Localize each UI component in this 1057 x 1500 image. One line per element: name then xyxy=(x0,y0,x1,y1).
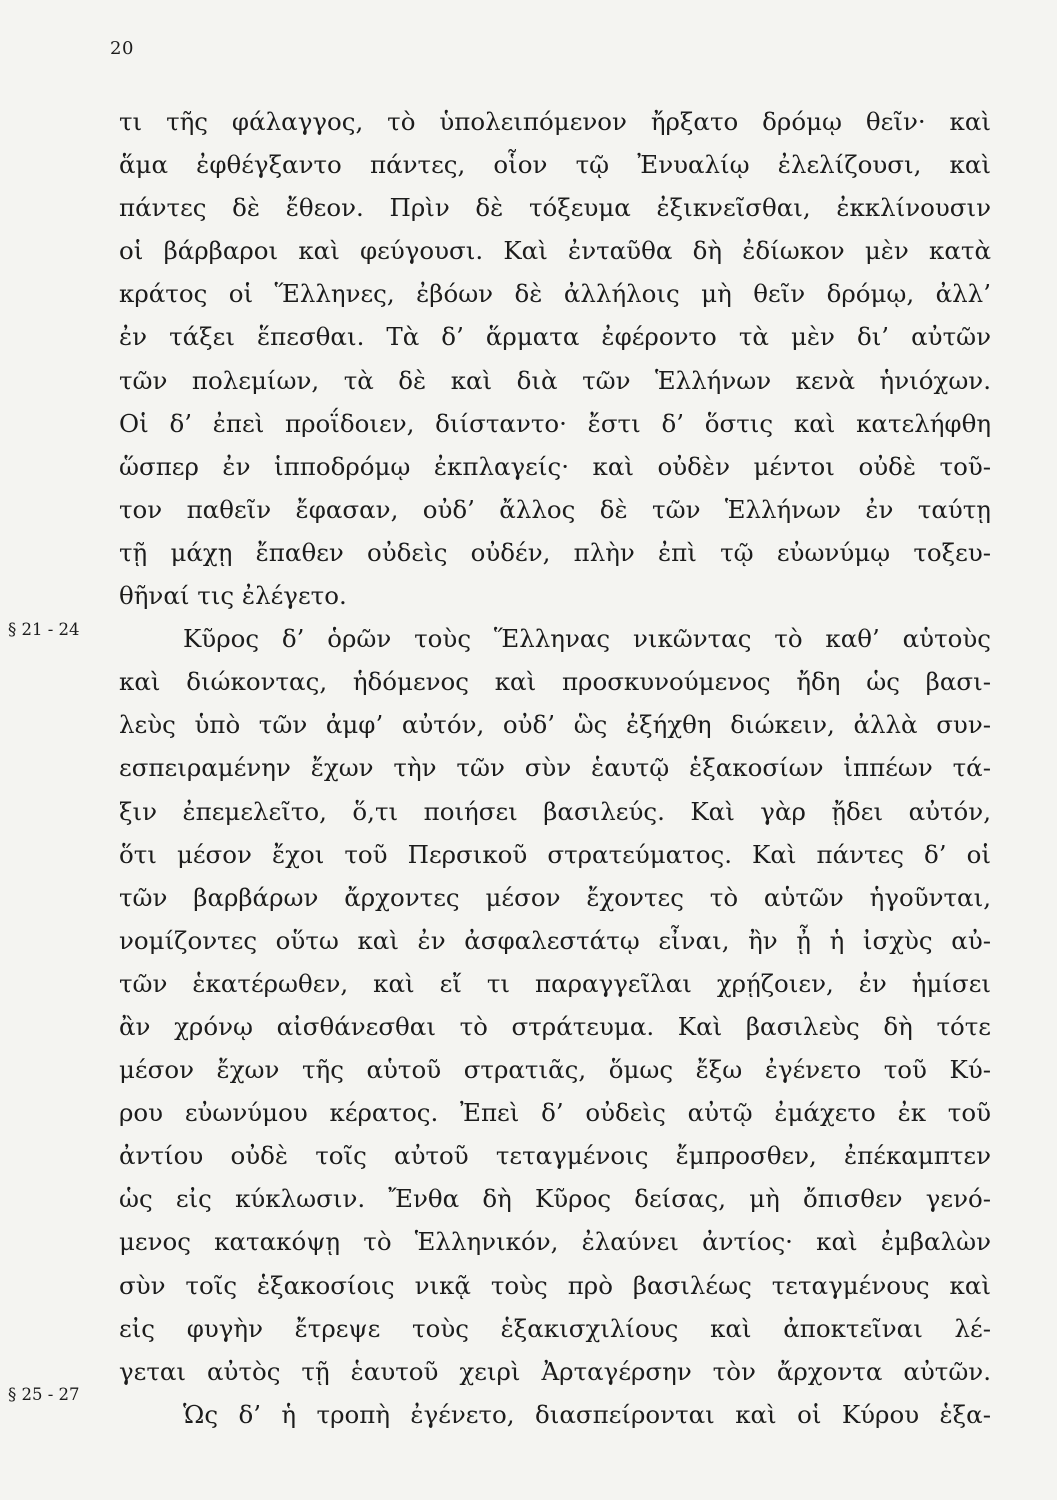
text-line: μενος κατακόψῃ τὸ Ἑλληνικόν, ἐλαύνει ἀντίος· καὶ ἐμβαλὼν xyxy=(119,1227,991,1257)
text-line: τῇ μάχῃ ἔπαθεν οὐδεὶς οὐδέν, πλὴν ἐπὶ τῷ εὐωνύμῳ τοξευ- xyxy=(119,537,991,567)
text-line: νομίζοντες οὕτω καὶ ἐν ἀσφαλεστάτῳ εἶναι, ἢν ᾖ ἡ ἰσχὺς αὐ- xyxy=(119,925,991,955)
text-line: τῶν πολεμίων, τὰ δὲ καὶ διὰ τῶν Ἑλλήνων κενὰ ἡνιόχων. xyxy=(119,365,991,395)
text-line: τον παθεῖν ἔφασαν, οὐδ’ ἄλλος δὲ τῶν Ἑλλήνων ἐν ταύτῃ xyxy=(119,494,991,524)
text-body xyxy=(119,100,991,1436)
text-line: ἂν χρόνῳ αἰσθάνεσθαι τὸ στράτευμα. Καὶ βασιλεὺς δὴ τότε xyxy=(119,1011,991,1041)
text-line: λεὺς ὑπὸ τῶν ἀμφ’ αὐτόν, οὐδ’ ὣς ἐξήχθη διώκειν, ἀλλὰ συν- xyxy=(119,710,991,740)
text-line: ὅτι μέσον ἔχοι τοῦ Περσικοῦ στρατεύματος. Καὶ πάντες δ’ οἱ xyxy=(119,839,991,869)
text-line: ἐν τάξει ἕπεσθαι. Τὰ δ’ ἅρματα ἐφέροντο τὰ μὲν δι’ αὐτῶν xyxy=(119,322,991,352)
text-line: ρου εὐωνύμου κέρατος. Ἐπεὶ δ’ οὐδεὶς αὐτῷ ἐμάχετο ἐκ τοῦ xyxy=(119,1098,991,1128)
text-line: θῆναί τις ἐλέγετο. xyxy=(119,581,347,611)
text-line: Οἱ δ’ ἐπεὶ προΐδοιεν, διίσταντο· ἔστι δ’ ὅστις καὶ κατελήφθη xyxy=(119,408,991,438)
text-line: πάντες δὲ ἔθεον. Πρὶν δὲ τόξευμα ἐξικνεῖσθαι, ἐκκλίνουσιν xyxy=(119,193,991,223)
margin-ref-section-21-24: § 21 - 24 xyxy=(8,620,80,639)
text-line: τῶν ἑκατέρωθεν, καὶ εἴ τι παραγγεῖλαι χρῄζοιεν, ἐν ἡμίσει xyxy=(119,968,991,998)
text-line: ὥσπερ ἐν ἱπποδρόμῳ ἐκπλαγείς· καὶ οὐδὲν μέντοι οὐδὲ τοῦ- xyxy=(119,451,991,481)
margin-ref-section-25-27: § 25 - 27 xyxy=(8,1385,80,1404)
text-line: μέσον ἔχων τῆς αὑτοῦ στρατιᾶς, ὅμως ἔξω ἐγένετο τοῦ Κύ- xyxy=(119,1055,991,1085)
text-line: ἅμα ἐφθέγξαντο πάντες, οἷον τῷ Ἐνυαλίῳ ἐλελίζουσι, καὶ xyxy=(119,150,991,180)
text-line: γεται αὐτὸς τῇ ἑαυτοῦ χειρὶ Ἀρταγέρσην τὸν ἄρχοντα αὐτῶν. xyxy=(119,1356,991,1386)
text-line: ξιν ἐπεμελεῖτο, ὅ,τι ποιήσει βασιλεύς. Καὶ γὰρ ᾔδει αὐτόν, xyxy=(119,796,991,826)
text-line-paragraph-start: Κῦρος δ’ ὁρῶν τοὺς Ἕλληνας νικῶντας τὸ καθ’ αὑτοὺς xyxy=(183,624,991,654)
page-number: 20 xyxy=(110,38,134,59)
text-line: κράτος οἱ Ἕλληνες, ἐβόων δὲ ἀλλήλοις μὴ θεῖν δρόμῳ, ἀλλ’ xyxy=(119,279,991,309)
text-line: τι τῆς φάλαγγος, τὸ ὑπολειπόμενον ἤρξατο δρόμῳ θεῖν· καὶ xyxy=(119,107,991,136)
text-line: καὶ διώκοντας, ἡδόμενος καὶ προσκυνούμενος ἤδη ὡς βασι- xyxy=(119,667,991,697)
text-line: τῶν βαρβάρων ἄρχοντες μέσον ἔχοντες τὸ αὑτῶν ἡγοῦνται, xyxy=(119,882,991,912)
text-line: εσπειραμένην ἔχων τὴν τῶν σὺν ἑαυτῷ ἑξακοσίων ἱππέων τά- xyxy=(119,753,991,783)
text-line-paragraph-start: Ὡς δ’ ἡ τροπὴ ἐγένετο, διασπείρονται καὶ οἱ Κύρου ἑξα- xyxy=(183,1399,991,1429)
text-line: οἱ βάρβαροι καὶ φεύγουσι. Καὶ ἐνταῦθα δὴ ἐδίωκον μὲν κατὰ xyxy=(119,236,991,266)
text-line: ἀντίου οὐδὲ τοῖς αὐτοῦ τεταγμένοις ἔμπροσθεν, ἐπέκαμπτεν xyxy=(119,1141,991,1171)
text-line: σὺν τοῖς ἑξακοσίοις νικᾷ τοὺς πρὸ βασιλέως τεταγμένους καὶ xyxy=(119,1270,991,1300)
text-line: ὡς εἰς κύκλωσιν. Ἔνθα δὴ Κῦρος δείσας, μὴ ὄπισθεν γενό- xyxy=(119,1184,991,1214)
text-line: εἰς φυγὴν ἔτρεψε τοὺς ἑξακισχιλίους καὶ ἀποκτεῖναι λέ- xyxy=(119,1313,991,1343)
